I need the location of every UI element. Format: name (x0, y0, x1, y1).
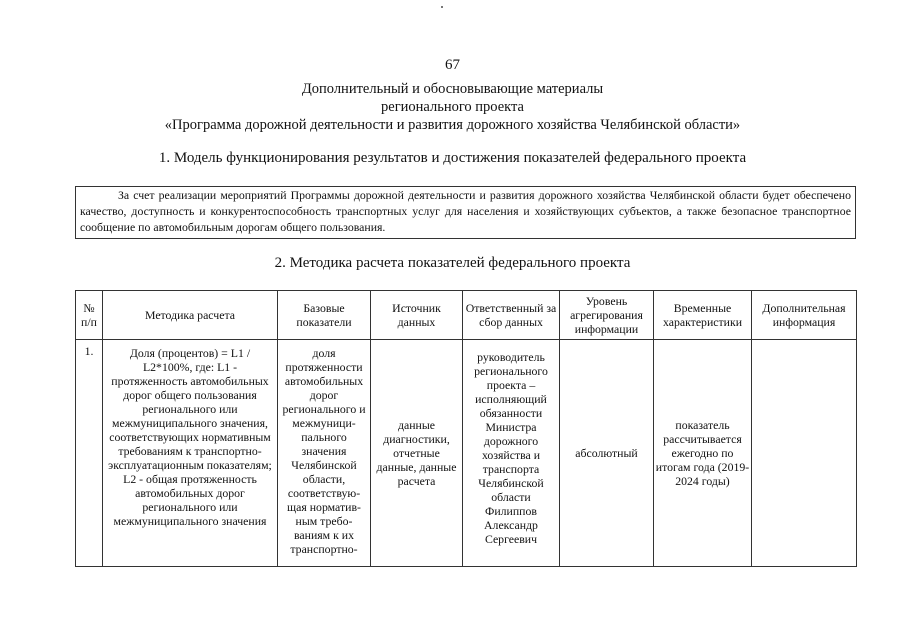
title-line-2: регионального проекта (381, 99, 524, 115)
cell-responsible-text: руководитель регионального проекта – исполняющий обязанности Министра дорожного хозяйства и транспорта Челябинской области Филиппов Александр Сергеевич (474, 350, 548, 546)
cell-num: 1. (76, 340, 103, 567)
header-method: Методика расчета (103, 291, 278, 340)
section-1-text: За счет реализации мероприятий Программы дорожной деятельности и развития дорожного хозяйства Челябинской области будет обеспечено качество, доступность и конкурентоспособность транспортных услуг для населения и хозяйствующих субъектов, а также безопасное транспортное сообщение по автомобильным дорогам общего пользования. (80, 188, 851, 234)
cell-level: абсолютный (560, 340, 654, 567)
header-time: Временные характеристики (654, 291, 752, 340)
header-num: № п/п (76, 291, 103, 340)
page-number: 67 (445, 57, 460, 73)
cell-base-text: доля протяженности автомобильных дорог регионального и межмуници-пального значения Челябинской области, соответствую-щая норматив-ным требо-ваниям к их транспортно- (282, 346, 366, 556)
document-title (0, 80, 905, 134)
header-level: Уровень агрегирования информации (560, 291, 654, 340)
header-source: Источник данных (371, 291, 463, 340)
title-line-3: «Программа дорожной деятельности и развития дорожного хозяйства Челябинской области» (164, 117, 741, 133)
methodology-table (75, 290, 857, 567)
title-line-1: Дополнительный и обосновывающие материалы (301, 81, 604, 97)
table-row (76, 340, 857, 567)
header-responsible: Ответственный за сбор данных (463, 291, 560, 340)
cell-extra (752, 340, 857, 567)
cell-responsible (463, 340, 560, 567)
cell-time: показатель рассчитывается ежегодно по итогам года (2019-2024 годы) (654, 340, 752, 567)
section-1-textbox (75, 186, 856, 239)
section-2-heading: 2. Методика расчета показателей федерального проекта (274, 255, 631, 271)
cell-base (278, 340, 371, 567)
header-base: Базовые показатели (278, 291, 371, 340)
cell-source: данные диагностики, отчетные данные, данные расчета (371, 340, 463, 567)
header-extra: Дополнительная информация (752, 291, 857, 340)
cell-method (103, 340, 278, 567)
table-header-row (76, 291, 857, 340)
cell-method-text: Доля (процентов) = L1 / L2*100%, где: L1 - протяженность автомобильных дорог общего пользования регионального или межмуниципального значения, соответствующих нормативным требованиям к транспортно-эксплуатационным показателям; L2 - общая протяженность автомобильных дорог регионального или межмуниципального значения (108, 346, 272, 528)
scan-speck (441, 6, 443, 8)
section-1-heading: 1. Модель функционирования результатов и достижения показателей федерального проекта (158, 150, 747, 166)
